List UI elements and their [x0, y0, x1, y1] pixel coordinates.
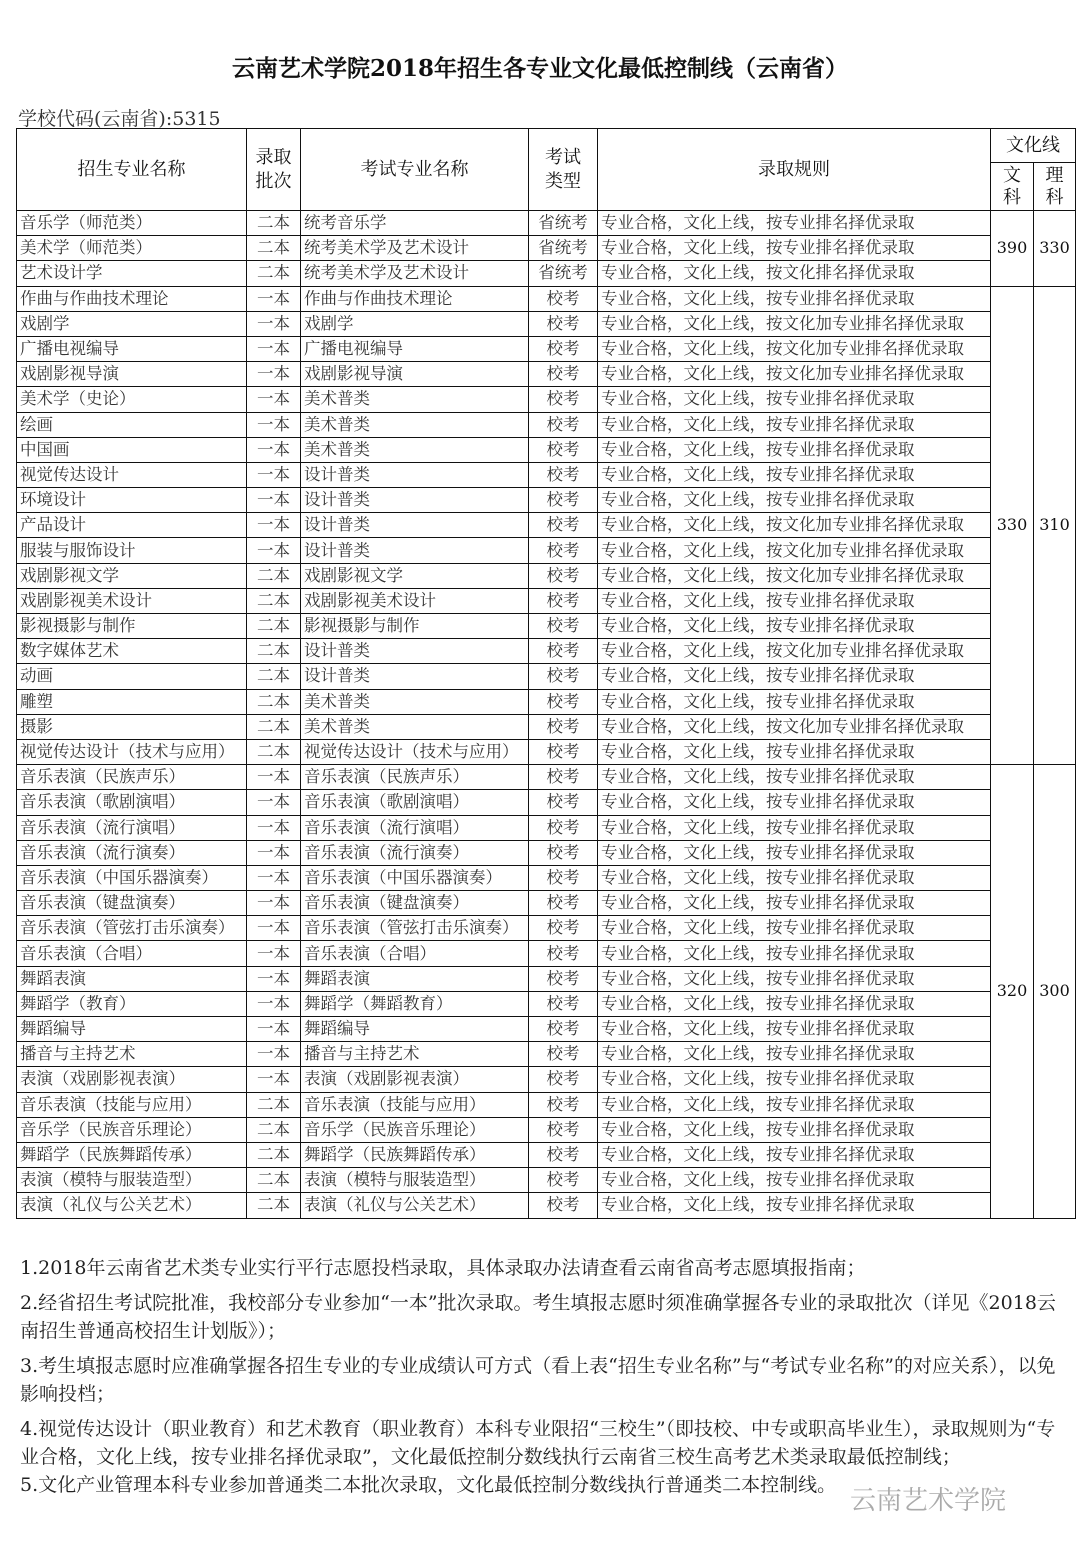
cell-exam: 设计普类	[301, 513, 529, 538]
cell-exam: 广播电视编导	[301, 336, 529, 361]
cell-major: 音乐表演（流行演奏）	[17, 840, 247, 865]
cell-type: 校考	[529, 739, 598, 764]
cell-major: 美术学（师范类）	[17, 236, 247, 261]
table-row	[17, 1017, 1076, 1042]
header-major: 招生专业名称	[17, 129, 247, 211]
cell-type: 校考	[529, 1168, 598, 1193]
cell-rule: 专业合格，文化上线，按专业排名择优录取	[598, 588, 991, 613]
cell-exam: 表演（礼仪与公关艺术）	[301, 1193, 529, 1218]
cell-batch: 一本	[247, 412, 301, 437]
cell-exam: 音乐表演（管弦打击乐演奏）	[301, 916, 529, 941]
cell-batch: 一本	[247, 488, 301, 513]
cell-batch: 二本	[247, 211, 301, 236]
cell-type: 校考	[529, 639, 598, 664]
cell-type: 校考	[529, 966, 598, 991]
cell-major: 舞蹈学（教育）	[17, 991, 247, 1016]
cell-rule: 专业合格，文化上线，按专业排名择优录取	[598, 1142, 991, 1167]
table-row	[17, 941, 1076, 966]
cell-type: 校考	[529, 865, 598, 890]
cell-type: 校考	[529, 513, 598, 538]
table-row	[17, 211, 1076, 236]
cell-rule: 专业合格，文化上线，按文化加专业排名择优录取	[598, 311, 991, 336]
page-title: 云南艺术学院2018年招生各专业文化最低控制线（云南省）	[231, 55, 848, 82]
table-row	[17, 1092, 1076, 1117]
table-row	[17, 614, 1076, 639]
cell-batch: 二本	[247, 1117, 301, 1142]
note-3: 3.考生填报志愿时应准确掌握各招生专业的专业成绩认可方式（看上表“招生专业名称”与“考试专业名称”的对应关系），以免影响投档；	[20, 1355, 1056, 1405]
cell-rule: 专业合格，文化上线，按专业排名择优录取	[598, 488, 991, 513]
cell-rule: 专业合格，文化上线，按专业排名择优录取	[598, 865, 991, 890]
table-row	[17, 236, 1076, 261]
cell-major: 广播电视编导	[17, 336, 247, 361]
cell-batch: 二本	[247, 1142, 301, 1167]
cell-batch: 一本	[247, 387, 301, 412]
cell-batch: 一本	[247, 538, 301, 563]
cell-rule: 专业合格，文化上线，按文化加专业排名择优录取	[598, 336, 991, 361]
cell-rule: 专业合格，文化上线，按专业排名择优录取	[598, 286, 991, 311]
cell-exam: 戏剧学	[301, 311, 529, 336]
cell-batch: 一本	[247, 941, 301, 966]
cell-rule: 专业合格，文化上线，按专业排名择优录取	[598, 387, 991, 412]
cell-rule: 专业合格，文化上线，按专业排名择优录取	[598, 689, 991, 714]
cell-exam: 戏剧影视文学	[301, 563, 529, 588]
cell-major: 音乐表演（歌剧演唱）	[17, 790, 247, 815]
cell-rule: 专业合格，文化上线，按专业排名择优录取	[598, 437, 991, 462]
cell-batch: 一本	[247, 790, 301, 815]
cell-exam: 美术普类	[301, 412, 529, 437]
cell-line-li: 310	[1034, 286, 1076, 765]
header-type: 考试 类型	[529, 129, 598, 211]
cell-exam: 统考美术学及艺术设计	[301, 236, 529, 261]
cell-type: 校考	[529, 891, 598, 916]
cell-type: 校考	[529, 1067, 598, 1092]
cell-exam: 音乐表演（键盘演奏）	[301, 891, 529, 916]
header-exam: 考试专业名称	[301, 129, 529, 211]
cell-major: 绘画	[17, 412, 247, 437]
table-row	[17, 739, 1076, 764]
cell-major: 音乐表演（民族声乐）	[17, 765, 247, 790]
table-row	[17, 1117, 1076, 1142]
cell-batch: 一本	[247, 765, 301, 790]
cell-rule: 专业合格，文化上线，按文化加专业排名择优录取	[598, 513, 991, 538]
cell-major: 产品设计	[17, 513, 247, 538]
cell-batch: 二本	[247, 639, 301, 664]
cell-rule: 专业合格，文化上线，按专业排名择优录取	[598, 462, 991, 487]
cell-type: 校考	[529, 462, 598, 487]
table-row	[17, 664, 1076, 689]
cell-major: 舞蹈学（民族舞蹈传承）	[17, 1142, 247, 1167]
cell-exam: 表演（戏剧影视表演）	[301, 1067, 529, 1092]
cell-major: 音乐表演（技能与应用）	[17, 1092, 247, 1117]
cell-batch: 一本	[247, 815, 301, 840]
table-row	[17, 563, 1076, 588]
table-row	[17, 966, 1076, 991]
cell-rule: 专业合格，文化上线，按专业排名择优录取	[598, 840, 991, 865]
cell-major: 服装与服饰设计	[17, 538, 247, 563]
cell-type: 校考	[529, 488, 598, 513]
cell-rule: 专业合格，文化上线，按专业排名择优录取	[598, 790, 991, 815]
cell-batch: 二本	[247, 1168, 301, 1193]
cell-type: 校考	[529, 362, 598, 387]
table-row	[17, 437, 1076, 462]
cell-type: 校考	[529, 1092, 598, 1117]
cell-exam: 设计普类	[301, 488, 529, 513]
cell-major: 艺术设计学	[17, 261, 247, 286]
cell-major: 音乐表演（流行演唱）	[17, 815, 247, 840]
cell-exam: 舞蹈表演	[301, 966, 529, 991]
cell-major: 音乐表演（键盘演奏）	[17, 891, 247, 916]
cell-major: 中国画	[17, 437, 247, 462]
cell-rule: 专业合格，文化上线，按专业排名择优录取	[598, 236, 991, 261]
cell-major: 音乐表演（中国乐器演奏）	[17, 865, 247, 890]
table-row	[17, 538, 1076, 563]
cell-type: 校考	[529, 1193, 598, 1218]
cell-major: 视觉传达设计	[17, 462, 247, 487]
cell-batch: 一本	[247, 437, 301, 462]
cell-rule: 专业合格，文化上线，按专业排名择优录取	[598, 1117, 991, 1142]
table-row	[17, 412, 1076, 437]
cell-batch: 一本	[247, 462, 301, 487]
table-row	[17, 916, 1076, 941]
cell-batch: 二本	[247, 236, 301, 261]
cell-exam: 设计普类	[301, 462, 529, 487]
cell-rule: 专业合格，文化上线，按专业排名择优录取	[598, 966, 991, 991]
cell-batch: 二本	[247, 261, 301, 286]
cell-batch: 一本	[247, 840, 301, 865]
cell-type: 校考	[529, 664, 598, 689]
table-row	[17, 865, 1076, 890]
cell-batch: 二本	[247, 614, 301, 639]
cell-major: 视觉传达设计（技术与应用）	[17, 739, 247, 764]
cell-exam: 戏剧影视导演	[301, 362, 529, 387]
cell-exam: 音乐表演（流行演奏）	[301, 840, 529, 865]
cell-rule: 专业合格，文化上线，按文化加专业排名择优录取	[598, 563, 991, 588]
cell-batch: 一本	[247, 865, 301, 890]
cell-major: 雕塑	[17, 689, 247, 714]
cell-rule: 专业合格，文化上线，按专业排名择优录取	[598, 765, 991, 790]
admission-table	[16, 128, 1076, 1219]
cell-rule: 专业合格，文化上线，按专业排名择优录取	[598, 1067, 991, 1092]
cell-major: 影视摄影与制作	[17, 614, 247, 639]
cell-rule: 专业合格，文化上线，按专业排名择优录取	[598, 891, 991, 916]
table-row	[17, 261, 1076, 286]
cell-exam: 音乐学（民族音乐理论）	[301, 1117, 529, 1142]
cell-type: 校考	[529, 387, 598, 412]
cell-rule: 专业合格，文化上线，按文化加专业排名择优录取	[598, 362, 991, 387]
table-row	[17, 588, 1076, 613]
cell-batch: 一本	[247, 891, 301, 916]
table-row	[17, 1142, 1076, 1167]
cell-exam: 舞蹈编导	[301, 1017, 529, 1042]
cell-major: 舞蹈表演	[17, 966, 247, 991]
cell-major: 摄影	[17, 714, 247, 739]
cell-batch: 二本	[247, 739, 301, 764]
cell-exam: 设计普类	[301, 664, 529, 689]
cell-rule: 专业合格，文化上线，按专业排名择优录取	[598, 1193, 991, 1218]
cell-batch: 一本	[247, 513, 301, 538]
cell-type: 校考	[529, 437, 598, 462]
cell-exam: 音乐表演（民族声乐）	[301, 765, 529, 790]
cell-rule: 专业合格，文化上线，按专业排名择优录取	[598, 1092, 991, 1117]
cell-major: 表演（模特与服装造型）	[17, 1168, 247, 1193]
cell-type: 校考	[529, 336, 598, 361]
cell-major: 动画	[17, 664, 247, 689]
table-row	[17, 1168, 1076, 1193]
cell-major: 戏剧影视导演	[17, 362, 247, 387]
cell-exam: 舞蹈学（舞蹈教育）	[301, 991, 529, 1016]
cell-rule: 专业合格，文化上线，按专业排名择优录取	[598, 991, 991, 1016]
cell-exam: 舞蹈学（民族舞蹈传承）	[301, 1142, 529, 1167]
cell-type: 校考	[529, 916, 598, 941]
cell-type: 校考	[529, 991, 598, 1016]
cell-batch: 二本	[247, 563, 301, 588]
cell-rule: 专业合格，文化上线，按专业排名择优录取	[598, 412, 991, 437]
cell-exam: 音乐表演（合唱）	[301, 941, 529, 966]
cell-type: 校考	[529, 1117, 598, 1142]
cell-exam: 音乐表演（流行演唱）	[301, 815, 529, 840]
cell-type: 校考	[529, 614, 598, 639]
table-row	[17, 286, 1076, 311]
table-row	[17, 387, 1076, 412]
cell-exam: 表演（模特与服装造型）	[301, 1168, 529, 1193]
cell-rule: 专业合格，文化上线，按专业排名择优录取	[598, 941, 991, 966]
header-batch: 录取 批次	[247, 129, 301, 211]
cell-major: 音乐表演（合唱）	[17, 941, 247, 966]
cell-rule: 专业合格，文化上线，按文化加专业排名择优录取	[598, 639, 991, 664]
table-row	[17, 311, 1076, 336]
cell-exam: 戏剧影视美术设计	[301, 588, 529, 613]
table-row	[17, 513, 1076, 538]
cell-type: 校考	[529, 815, 598, 840]
cell-major: 播音与主持艺术	[17, 1042, 247, 1067]
cell-type: 校考	[529, 286, 598, 311]
table-row	[17, 840, 1076, 865]
cell-batch: 二本	[247, 588, 301, 613]
table-row	[17, 362, 1076, 387]
table-row	[17, 991, 1076, 1016]
cell-type: 校考	[529, 588, 598, 613]
table-row	[17, 1193, 1076, 1218]
table-row	[17, 336, 1076, 361]
cell-major: 戏剧影视文学	[17, 563, 247, 588]
table-row	[17, 891, 1076, 916]
cell-exam: 统考音乐学	[301, 211, 529, 236]
cell-batch: 二本	[247, 714, 301, 739]
header-culture-line: 文化线	[991, 129, 1076, 163]
cell-line-li: 330	[1034, 211, 1076, 287]
cell-exam: 美术普类	[301, 437, 529, 462]
cell-type: 省统考	[529, 261, 598, 286]
cell-rule: 专业合格，文化上线，按专业排名择优录取	[598, 211, 991, 236]
cell-batch: 二本	[247, 664, 301, 689]
cell-batch: 一本	[247, 966, 301, 991]
cell-type: 校考	[529, 840, 598, 865]
cell-batch: 一本	[247, 362, 301, 387]
cell-type: 校考	[529, 790, 598, 815]
cell-rule: 专业合格，文化上线，按专业排名择优录取	[598, 664, 991, 689]
table-row	[17, 714, 1076, 739]
cell-type: 校考	[529, 1142, 598, 1167]
cell-type: 校考	[529, 689, 598, 714]
cell-type: 省统考	[529, 211, 598, 236]
note-4: 4.视觉传达设计（职业教育）和艺术教育（职业教育）本科专业限招“三校生”（即技校、中专或职高毕业生），录取规则为“专业合格，文化上线，按专业排名择优录取”，文化最低控制分数线执行云南省三校生高考艺术类录取最低控制线；	[20, 1418, 1056, 1468]
cell-major: 数字媒体艺术	[17, 639, 247, 664]
cell-exam: 音乐表演（技能与应用）	[301, 1092, 529, 1117]
cell-exam: 美术普类	[301, 689, 529, 714]
cell-type: 校考	[529, 538, 598, 563]
cell-type: 校考	[529, 311, 598, 336]
header-li: 理 科	[1034, 163, 1076, 211]
cell-major: 戏剧学	[17, 311, 247, 336]
cell-major: 音乐学（民族音乐理论）	[17, 1117, 247, 1142]
cell-exam: 作曲与作曲技术理论	[301, 286, 529, 311]
cell-exam: 播音与主持艺术	[301, 1042, 529, 1067]
cell-exam: 设计普类	[301, 639, 529, 664]
cell-batch: 一本	[247, 286, 301, 311]
cell-line-wen: 390	[991, 211, 1034, 287]
note-1: 1.2018年云南省艺术类专业实行平行志愿投档录取，具体录取办法请查看云南省高考志愿填报指南；	[20, 1257, 866, 1279]
cell-exam: 视觉传达设计（技术与应用）	[301, 739, 529, 764]
cell-line-wen: 320	[991, 765, 1034, 1218]
cell-line-li: 300	[1034, 765, 1076, 1218]
cell-rule: 专业合格，文化上线，按专业排名择优录取	[598, 739, 991, 764]
cell-line-wen: 330	[991, 286, 1034, 765]
cell-type: 校考	[529, 765, 598, 790]
watermark: 云南艺术学院	[850, 1486, 1007, 1516]
cell-rule: 专业合格，文化上线，按专业排名择优录取	[598, 1042, 991, 1067]
cell-major: 戏剧影视美术设计	[17, 588, 247, 613]
cell-type: 校考	[529, 563, 598, 588]
cell-batch: 二本	[247, 689, 301, 714]
cell-batch: 一本	[247, 311, 301, 336]
table-row	[17, 1067, 1076, 1092]
cell-exam: 统考美术学及艺术设计	[301, 261, 529, 286]
header-rule: 录取规则	[598, 129, 991, 211]
cell-rule: 专业合格，文化上线，按专业排名择优录取	[598, 1168, 991, 1193]
cell-exam: 音乐表演（歌剧演唱）	[301, 790, 529, 815]
cell-exam: 影视摄影与制作	[301, 614, 529, 639]
cell-major: 美术学（史论）	[17, 387, 247, 412]
cell-exam: 设计普类	[301, 538, 529, 563]
table-row	[17, 765, 1076, 790]
table-row	[17, 790, 1076, 815]
cell-rule: 专业合格，文化上线，按文化排名择优录取	[598, 261, 991, 286]
cell-rule: 专业合格，文化上线，按专业排名择优录取	[598, 916, 991, 941]
table-row	[17, 639, 1076, 664]
school-code: 学校代码(云南省):5315	[18, 108, 221, 130]
cell-batch: 一本	[247, 1042, 301, 1067]
cell-major: 舞蹈编导	[17, 1017, 247, 1042]
table-row	[17, 488, 1076, 513]
cell-rule: 专业合格，文化上线，按专业排名择优录取	[598, 1017, 991, 1042]
cell-major: 作曲与作曲技术理论	[17, 286, 247, 311]
table-row	[17, 689, 1076, 714]
note-5: 5.文化产业管理本科专业参加普通类二本批次录取，文化最低控制分数线执行普通类二本控制线。	[20, 1474, 837, 1496]
cell-major: 表演（戏剧影视表演）	[17, 1067, 247, 1092]
cell-batch: 一本	[247, 336, 301, 361]
cell-major: 环境设计	[17, 488, 247, 513]
cell-batch: 二本	[247, 1193, 301, 1218]
header-wen: 文 科	[991, 163, 1034, 211]
cell-batch: 一本	[247, 1017, 301, 1042]
cell-batch: 一本	[247, 916, 301, 941]
cell-rule: 专业合格，文化上线，按文化加专业排名择优录取	[598, 538, 991, 563]
cell-batch: 一本	[247, 991, 301, 1016]
table-row	[17, 1042, 1076, 1067]
cell-major: 表演（礼仪与公关艺术）	[17, 1193, 247, 1218]
cell-type: 校考	[529, 941, 598, 966]
cell-type: 校考	[529, 1017, 598, 1042]
cell-rule: 专业合格，文化上线，按专业排名择优录取	[598, 815, 991, 840]
note-2: 2.经省招生考试院批准，我校部分专业参加“一本”批次录取。考生填报志愿时须准确掌握各专业的录取批次（详见《2018云南招生普通高校招生计划版》）；	[20, 1292, 1056, 1342]
table-row	[17, 462, 1076, 487]
notes	[20, 1254, 1065, 1506]
cell-exam: 音乐表演（中国乐器演奏）	[301, 865, 529, 890]
cell-rule: 专业合格，文化上线，按文化加专业排名择优录取	[598, 714, 991, 739]
cell-major: 音乐表演（管弦打击乐演奏）	[17, 916, 247, 941]
cell-exam: 美术普类	[301, 387, 529, 412]
cell-type: 校考	[529, 714, 598, 739]
cell-type: 校考	[529, 412, 598, 437]
cell-major: 音乐学（师范类）	[17, 211, 247, 236]
table-row	[17, 815, 1076, 840]
cell-type: 校考	[529, 1042, 598, 1067]
cell-batch: 二本	[247, 1092, 301, 1117]
cell-rule: 专业合格，文化上线，按专业排名择优录取	[598, 614, 991, 639]
cell-batch: 一本	[247, 1067, 301, 1092]
cell-type: 省统考	[529, 236, 598, 261]
cell-exam: 美术普类	[301, 714, 529, 739]
